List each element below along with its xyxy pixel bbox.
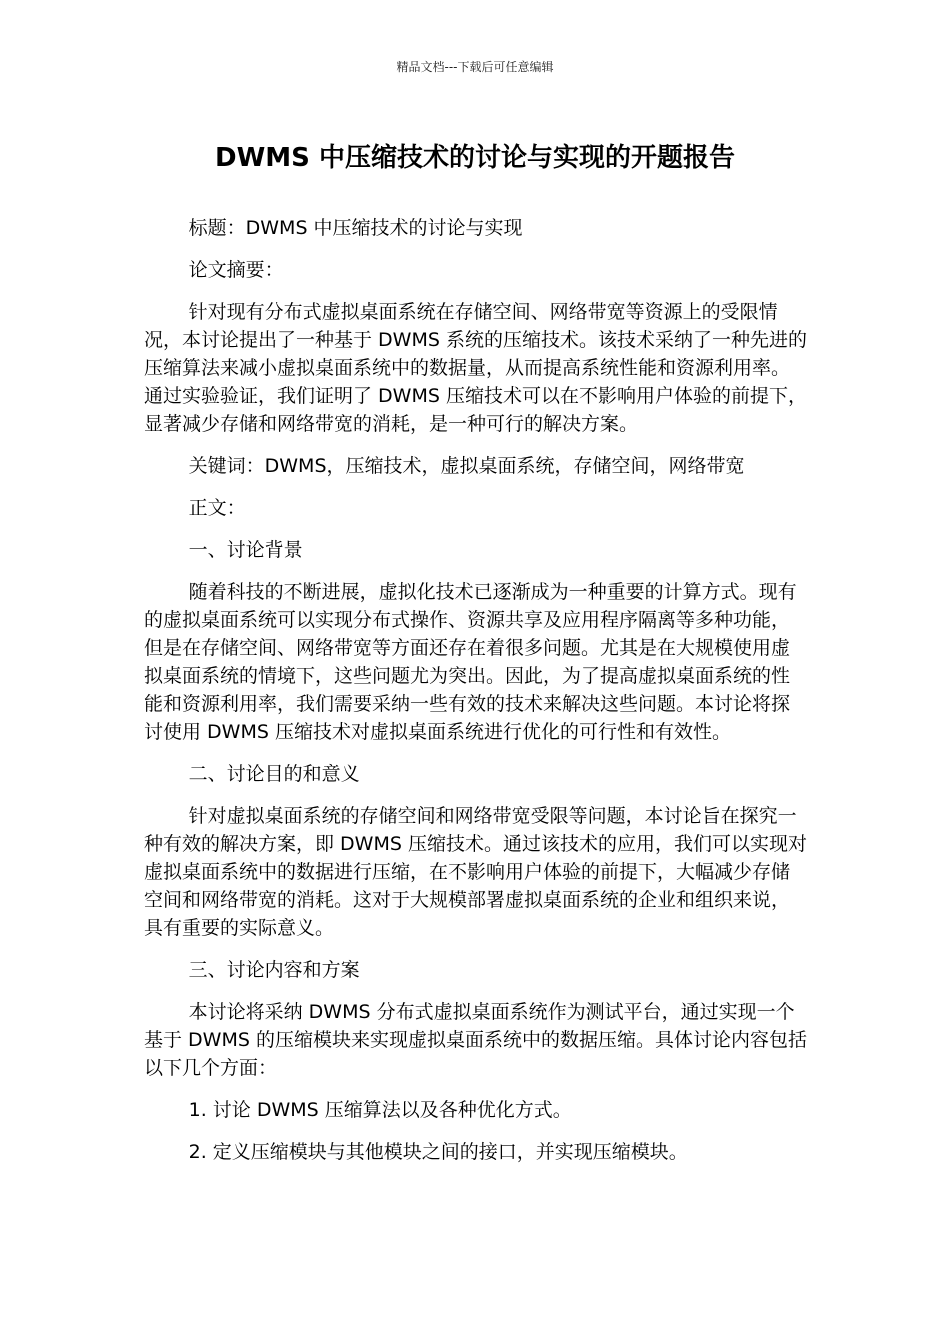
body-heading: 正文： [188,497,246,519]
content-paragraph: 本讨论将采纳 DWMS 分布式虚拟桌面系统作为测试平台，通过实现一个基于 DWMS 的压缩模块来实现虚拟桌面系统中的数据压缩。具体讨论内容包括以下几个方面： [144,1001,807,1079]
section-heading-purpose: 二、讨论目的和意义 [188,763,360,785]
abstract-heading: 论文摘要： [188,259,284,281]
document-body [144,214,808,1180]
document-title: DWMS 中压缩技术的讨论与实现的开题报告 [215,143,735,173]
section-heading-content: 三、讨论内容和方案 [188,959,360,981]
list-item-2: 2. 定义压缩模块与其他模块之间的接口，并实现压缩模块。 [188,1141,688,1163]
keywords-line: 关键词：DWMS，压缩技术，虚拟桌面系统，存储空间，网络带宽 [188,455,745,477]
background-paragraph: 随着科技的不断进展，虚拟化技术已逐渐成为一种重要的计算方式。现有的虚拟桌面系统可以实现分布式操作、资源共享及应用程序隔离等多种功能，但是在存储空间、网络带宽等方面还存在着很多问题。尤其是在大规模使用虚拟桌面系统的情境下，这些问题尤为突出。因此，为了提高虚拟桌面系统的性能和资源利用率，我们需要采纳一些有效的技术来解决这些问题。本讨论将探讨使用 DWMS 压缩技术对虚拟桌面系统进行优化的可行性和有效性。 [144,581,797,743]
purpose-paragraph: 针对虚拟桌面系统的存储空间和网络带宽受限等问题，本讨论旨在探究一种有效的解决方案，即 DWMS 压缩技术。通过该技术的应用，我们可以实现对虚拟桌面系统中的数据进行压缩，在不影响用户体验的前提下，大幅减少存储空间和网络带宽的消耗。这对于大规模部署虚拟桌面系统的企业和组织来说，具有重要的实际意义。 [144,805,807,939]
abstract-paragraph: 针对现有分布式虚拟桌面系统在存储空间、网络带宽等资源上的受限情况，本讨论提出了一种基于 DWMS 系统的压缩技术。该技术采纳了一种先进的压缩算法来减小虚拟桌面系统中的数据量，从而提高系统性能和资源利用率。通过实验验证，我们证明了 DWMS 压缩技术可以在不影响用户体验的前提下，显著减少存储和网络带宽的消耗，是一种可行的解决方案。 [144,301,807,435]
title-line: 标题：DWMS 中压缩技术的讨论与实现 [188,217,523,239]
list-item-1: 1. 讨论 DWMS 压缩算法以及各种优化方式。 [188,1099,572,1121]
section-heading-background: 一、讨论背景 [188,539,303,561]
header-note: 精品文档---下载后可任意编辑 [396,60,554,74]
